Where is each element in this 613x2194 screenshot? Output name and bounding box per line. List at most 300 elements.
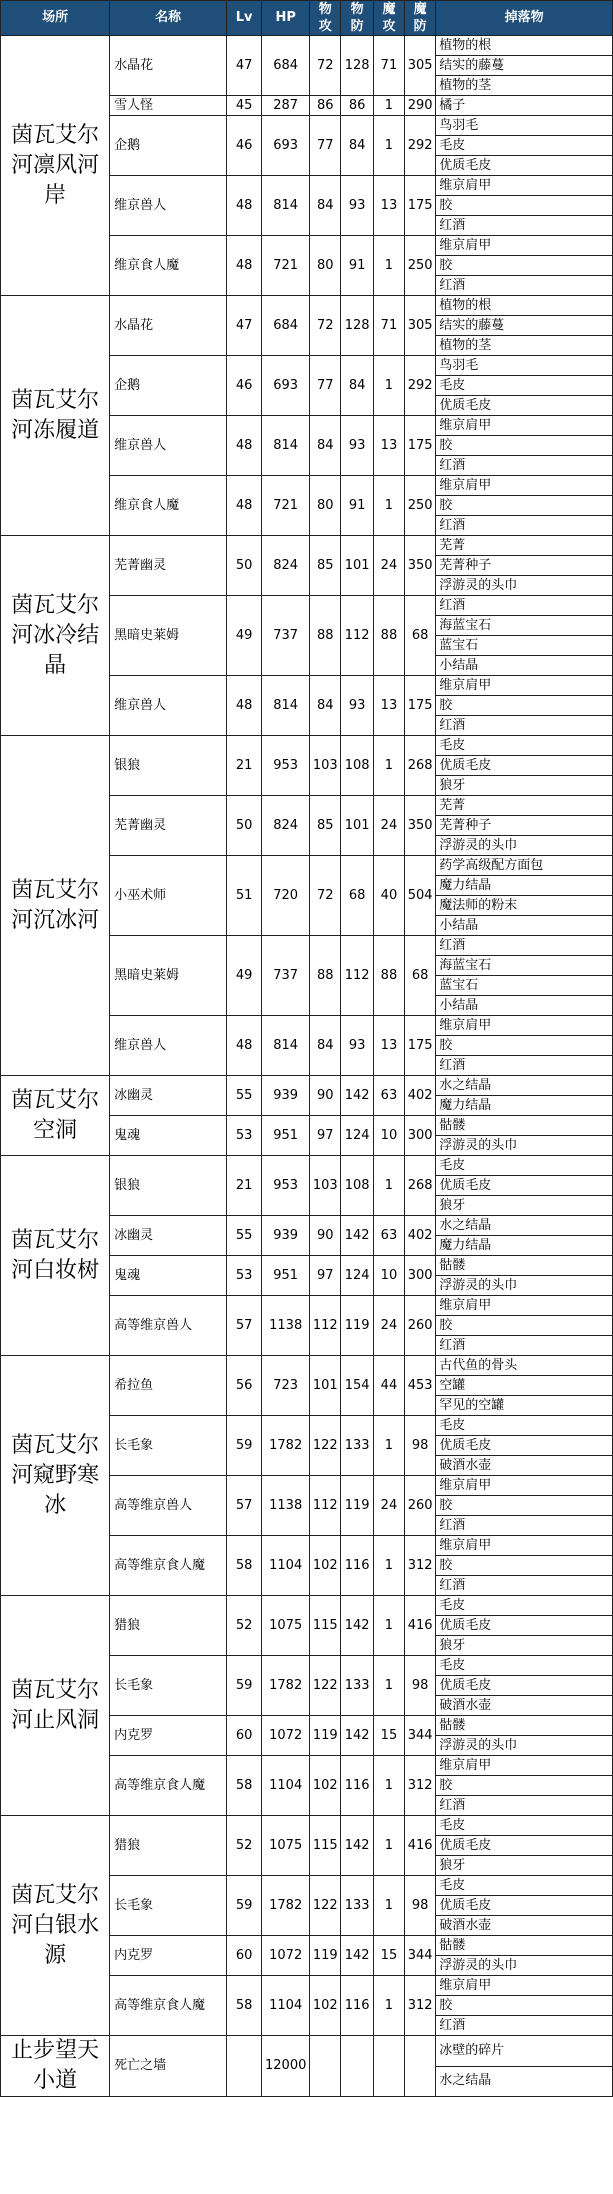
level-cell: 53 <box>227 1256 262 1296</box>
header-magic-defense-line2: 防 <box>413 19 427 34</box>
drop-item-cell: 古代鱼的骨头 <box>436 1356 613 1376</box>
magic-attack-cell: 1 <box>373 1536 404 1596</box>
magic-attack-cell: 88 <box>373 936 404 1016</box>
physical-attack-cell: 80 <box>310 236 341 296</box>
level-cell: 49 <box>227 936 262 1016</box>
drop-item-cell: 红酒 <box>436 2016 613 2036</box>
level-cell: 46 <box>227 116 262 176</box>
magic-defense-cell: 344 <box>405 1936 436 1976</box>
monster-name-cell: 长毛象 <box>110 1876 227 1936</box>
hp-cell: 693 <box>262 116 310 176</box>
hp-cell: 1782 <box>262 1876 310 1936</box>
physical-attack-cell: 102 <box>310 1976 341 2036</box>
hp-cell: 1782 <box>262 1656 310 1716</box>
monster-name-cell: 冰幽灵 <box>110 1076 227 1116</box>
magic-attack-cell: 63 <box>373 1216 404 1256</box>
monster-name-cell: 内克罗 <box>110 1716 227 1756</box>
drop-item-cell: 胶 <box>436 1556 613 1576</box>
magic-attack-cell: 10 <box>373 1256 404 1296</box>
magic-attack-cell: 24 <box>373 1476 404 1536</box>
header-row <box>1 1 613 36</box>
drop-item-cell: 红酒 <box>436 1056 613 1076</box>
magic-attack-cell: 1 <box>373 116 404 176</box>
physical-attack-cell: 72 <box>310 36 341 96</box>
physical-attack-cell: 77 <box>310 356 341 416</box>
hp-cell: 1138 <box>262 1296 310 1356</box>
monster-name-cell: 小巫术师 <box>110 856 227 936</box>
physical-attack-cell: 84 <box>310 416 341 476</box>
magic-attack-cell: 15 <box>373 1716 404 1756</box>
level-cell: 48 <box>227 676 262 736</box>
header-physical-defense-line1: 物 <box>350 2 364 17</box>
drop-item-cell: 冰壁的碎片 <box>436 2036 613 2067</box>
magic-defense-cell: 260 <box>405 1296 436 1356</box>
magic-defense-cell: 453 <box>405 1356 436 1416</box>
physical-attack-cell: 85 <box>310 536 341 596</box>
drop-item-cell: 红酒 <box>436 1516 613 1536</box>
drop-item-cell: 结实的藤蔓 <box>436 316 613 336</box>
physical-attack-cell: 84 <box>310 176 341 236</box>
monster-name-cell: 维京兽人 <box>110 416 227 476</box>
table-row <box>1 536 613 556</box>
monster-name-cell: 高等维京兽人 <box>110 1476 227 1536</box>
physical-attack-cell: 72 <box>310 296 341 356</box>
magic-attack-cell: 24 <box>373 1296 404 1356</box>
header-physical-attack <box>310 1 341 36</box>
location-cell: 茵瓦艾尔河白银水源 <box>1 1816 110 2036</box>
drop-item-cell: 维京肩甲 <box>436 1536 613 1556</box>
magic-defense-cell: 416 <box>405 1596 436 1656</box>
drop-item-cell: 浮游灵的头巾 <box>436 1956 613 1976</box>
drop-item-cell: 鸟羽毛 <box>436 116 613 136</box>
physical-defense-cell: 86 <box>341 96 373 116</box>
level-cell: 55 <box>227 1216 262 1256</box>
monster-name-cell: 维京食人魔 <box>110 476 227 536</box>
physical-attack-cell: 97 <box>310 1116 341 1156</box>
drop-item-cell: 浮游灵的头巾 <box>436 576 613 596</box>
drop-item-cell: 毛皮 <box>436 1816 613 1836</box>
monster-name-cell: 企鹅 <box>110 116 227 176</box>
drop-item-cell: 红酒 <box>436 716 613 736</box>
drop-item-cell: 毛皮 <box>436 1876 613 1896</box>
magic-attack-cell: 1 <box>373 736 404 796</box>
drop-item-cell: 狼牙 <box>436 1856 613 1876</box>
magic-defense-cell: 416 <box>405 1816 436 1876</box>
magic-defense-cell: 175 <box>405 1016 436 1076</box>
location-cell: 止步望天小道 <box>1 2036 110 2097</box>
physical-defense-cell: 133 <box>341 1876 373 1936</box>
physical-attack-cell: 90 <box>310 1076 341 1116</box>
magic-attack-cell: 24 <box>373 796 404 856</box>
monster-name-cell: 维京兽人 <box>110 176 227 236</box>
drop-item-cell: 红酒 <box>436 1336 613 1356</box>
magic-defense-cell: 175 <box>405 416 436 476</box>
physical-attack-cell: 112 <box>310 1296 341 1356</box>
physical-defense-cell: 142 <box>341 1716 373 1756</box>
magic-defense-cell: 268 <box>405 736 436 796</box>
drop-item-cell: 狼牙 <box>436 1196 613 1216</box>
physical-attack-cell: 102 <box>310 1536 341 1596</box>
hp-cell: 12000 <box>262 2036 310 2097</box>
monster-name-cell: 维京兽人 <box>110 676 227 736</box>
header-magic-attack-line2: 攻 <box>382 19 396 34</box>
magic-attack-cell: 1 <box>373 1876 404 1936</box>
magic-attack-cell: 63 <box>373 1076 404 1116</box>
magic-defense-cell: 300 <box>405 1256 436 1296</box>
magic-defense-cell <box>405 2036 436 2097</box>
drop-item-cell: 水之结晶 <box>436 2066 613 2097</box>
hp-cell: 1104 <box>262 1756 310 1816</box>
hp-cell: 737 <box>262 596 310 676</box>
drop-item-cell: 红酒 <box>436 216 613 236</box>
hp-cell: 814 <box>262 1016 310 1076</box>
magic-defense-cell: 402 <box>405 1076 436 1116</box>
monster-name-cell: 维京食人魔 <box>110 236 227 296</box>
drop-item-cell: 维京肩甲 <box>436 236 613 256</box>
drop-item-cell: 鸟羽毛 <box>436 356 613 376</box>
physical-defense-cell: 84 <box>341 116 373 176</box>
drop-item-cell: 浮游灵的头巾 <box>436 1276 613 1296</box>
drop-item-cell: 芜菁 <box>436 536 613 556</box>
level-cell: 59 <box>227 1876 262 1936</box>
drop-item-cell: 胶 <box>436 1036 613 1056</box>
header-physical-defense-line2: 防 <box>350 19 364 34</box>
drop-item-cell: 药学高级配方面包 <box>436 856 613 876</box>
level-cell: 60 <box>227 1936 262 1976</box>
monster-name-cell: 银狼 <box>110 736 227 796</box>
physical-defense-cell: 116 <box>341 1976 373 2036</box>
header-physical-attack-line1: 物 <box>318 2 332 17</box>
table-row <box>1 1596 613 1616</box>
magic-defense-cell: 290 <box>405 96 436 116</box>
physical-attack-cell: 77 <box>310 116 341 176</box>
table-body <box>1 36 613 2097</box>
monster-name-cell: 高等维京食人魔 <box>110 1536 227 1596</box>
magic-defense-cell: 312 <box>405 1976 436 2036</box>
physical-attack-cell: 97 <box>310 1256 341 1296</box>
monster-name-cell: 芜菁幽灵 <box>110 536 227 596</box>
physical-attack-cell: 80 <box>310 476 341 536</box>
hp-cell: 721 <box>262 476 310 536</box>
magic-attack-cell: 71 <box>373 36 404 96</box>
drop-item-cell: 结实的藤蔓 <box>436 56 613 76</box>
drop-item-cell: 红酒 <box>436 276 613 296</box>
drop-item-cell: 优质毛皮 <box>436 156 613 176</box>
magic-defense-cell: 68 <box>405 936 436 1016</box>
drop-item-cell: 骷髅 <box>436 1116 613 1136</box>
drop-item-cell: 优质毛皮 <box>436 1896 613 1916</box>
level-cell: 59 <box>227 1416 262 1476</box>
drop-item-cell: 维京肩甲 <box>436 176 613 196</box>
monster-name-cell: 高等维京食人魔 <box>110 1756 227 1816</box>
physical-attack-cell <box>310 2036 341 2097</box>
drop-item-cell: 胶 <box>436 1996 613 2016</box>
physical-attack-cell: 122 <box>310 1416 341 1476</box>
hp-cell: 824 <box>262 536 310 596</box>
physical-defense-cell: 142 <box>341 1816 373 1876</box>
physical-defense-cell: 116 <box>341 1756 373 1816</box>
hp-cell: 824 <box>262 796 310 856</box>
physical-defense-cell <box>341 2036 373 2097</box>
monster-name-cell: 鬼魂 <box>110 1256 227 1296</box>
drop-item-cell: 水之结晶 <box>436 1076 613 1096</box>
monster-name-cell: 长毛象 <box>110 1656 227 1716</box>
magic-attack-cell: 1 <box>373 1416 404 1476</box>
magic-attack-cell: 40 <box>373 856 404 936</box>
magic-attack-cell: 13 <box>373 1016 404 1076</box>
drop-item-cell: 胶 <box>436 1776 613 1796</box>
drop-item-cell: 蓝宝石 <box>436 976 613 996</box>
monster-name-cell: 芜菁幽灵 <box>110 796 227 856</box>
magic-defense-cell: 312 <box>405 1536 436 1596</box>
table-row <box>1 1156 613 1176</box>
drop-item-cell: 骷髅 <box>436 1936 613 1956</box>
physical-attack-cell: 88 <box>310 936 341 1016</box>
physical-attack-cell: 122 <box>310 1876 341 1936</box>
monster-name-cell: 死亡之墙 <box>110 2036 227 2097</box>
magic-defense-cell: 98 <box>405 1656 436 1716</box>
level-cell: 59 <box>227 1656 262 1716</box>
physical-defense-cell: 142 <box>341 1216 373 1256</box>
drop-item-cell: 魔法师的粉末 <box>436 896 613 916</box>
magic-defense-cell: 250 <box>405 476 436 536</box>
drop-item-cell: 毛皮 <box>436 376 613 396</box>
level-cell: 48 <box>227 416 262 476</box>
magic-attack-cell: 24 <box>373 536 404 596</box>
header-hp: HP <box>262 1 310 36</box>
physical-attack-cell: 88 <box>310 596 341 676</box>
drop-item-cell: 红酒 <box>436 1576 613 1596</box>
table-row <box>1 1816 613 1836</box>
hp-cell: 720 <box>262 856 310 936</box>
hp-cell: 1782 <box>262 1416 310 1476</box>
physical-defense-cell: 124 <box>341 1116 373 1156</box>
magic-attack-cell: 15 <box>373 1936 404 1976</box>
level-cell: 48 <box>227 1016 262 1076</box>
drop-item-cell: 红酒 <box>436 596 613 616</box>
magic-defense-cell: 305 <box>405 36 436 96</box>
hp-cell: 684 <box>262 36 310 96</box>
drop-item-cell: 胶 <box>436 256 613 276</box>
physical-defense-cell: 93 <box>341 416 373 476</box>
physical-defense-cell: 93 <box>341 1016 373 1076</box>
monster-name-cell: 高等维京食人魔 <box>110 1976 227 2036</box>
level-cell: 52 <box>227 1816 262 1876</box>
hp-cell: 1072 <box>262 1716 310 1756</box>
drop-item-cell: 胶 <box>436 436 613 456</box>
table-row <box>1 2036 613 2067</box>
physical-defense-cell: 119 <box>341 1296 373 1356</box>
hp-cell: 951 <box>262 1116 310 1156</box>
drop-item-cell: 优质毛皮 <box>436 1176 613 1196</box>
header-magic-defense-line1: 魔 <box>413 2 427 17</box>
hp-cell: 1072 <box>262 1936 310 1976</box>
physical-defense-cell: 128 <box>341 296 373 356</box>
header-lv: Lv <box>227 1 262 36</box>
drop-item-cell: 海蓝宝石 <box>436 616 613 636</box>
hp-cell: 1138 <box>262 1476 310 1536</box>
drop-item-cell: 小结晶 <box>436 996 613 1016</box>
monster-name-cell: 内克罗 <box>110 1936 227 1976</box>
physical-defense-cell: 93 <box>341 676 373 736</box>
drop-item-cell: 维京肩甲 <box>436 1976 613 1996</box>
magic-defense-cell: 300 <box>405 1116 436 1156</box>
hp-cell: 721 <box>262 236 310 296</box>
drop-item-cell: 芜菁 <box>436 796 613 816</box>
level-cell: 21 <box>227 736 262 796</box>
drop-item-cell: 胶 <box>436 696 613 716</box>
hp-cell: 939 <box>262 1216 310 1256</box>
physical-defense-cell: 142 <box>341 1936 373 1976</box>
magic-defense-cell: 98 <box>405 1876 436 1936</box>
header-physical-attack-line2: 攻 <box>318 19 332 34</box>
drop-item-cell: 优质毛皮 <box>436 1436 613 1456</box>
drop-item-cell: 橘子 <box>436 96 613 116</box>
drop-item-cell: 维京肩甲 <box>436 676 613 696</box>
magic-defense-cell: 98 <box>405 1416 436 1476</box>
drop-item-cell: 毛皮 <box>436 1416 613 1436</box>
physical-defense-cell: 101 <box>341 796 373 856</box>
magic-attack-cell: 10 <box>373 1116 404 1156</box>
level-cell: 50 <box>227 796 262 856</box>
drop-item-cell: 骷髅 <box>436 1716 613 1736</box>
physical-attack-cell: 115 <box>310 1816 341 1876</box>
level-cell: 48 <box>227 476 262 536</box>
magic-defense-cell: 402 <box>405 1216 436 1256</box>
header-name: 名称 <box>110 1 227 36</box>
level-cell: 51 <box>227 856 262 936</box>
drop-item-cell: 浮游灵的头巾 <box>436 1736 613 1756</box>
drop-item-cell: 魔力结晶 <box>436 876 613 896</box>
physical-defense-cell: 93 <box>341 176 373 236</box>
hp-cell: 1075 <box>262 1596 310 1656</box>
level-cell: 58 <box>227 1756 262 1816</box>
drop-item-cell: 芜菁种子 <box>436 556 613 576</box>
magic-attack-cell: 1 <box>373 236 404 296</box>
drop-item-cell: 海蓝宝石 <box>436 956 613 976</box>
drop-item-cell: 红酒 <box>436 516 613 536</box>
physical-defense-cell: 91 <box>341 476 373 536</box>
physical-attack-cell: 122 <box>310 1656 341 1716</box>
drop-item-cell: 芜菁种子 <box>436 816 613 836</box>
hp-cell: 737 <box>262 936 310 1016</box>
drop-item-cell: 胶 <box>436 1496 613 1516</box>
magic-attack-cell: 88 <box>373 596 404 676</box>
magic-attack-cell: 13 <box>373 416 404 476</box>
header-drops: 掉落物 <box>436 1 613 36</box>
drop-item-cell: 浮游灵的头巾 <box>436 836 613 856</box>
drop-item-cell: 植物的茎 <box>436 76 613 96</box>
drop-item-cell: 狼牙 <box>436 776 613 796</box>
drop-item-cell: 红酒 <box>436 1796 613 1816</box>
drop-item-cell: 毛皮 <box>436 1656 613 1676</box>
magic-defense-cell: 305 <box>405 296 436 356</box>
magic-defense-cell: 68 <box>405 596 436 676</box>
drop-item-cell: 毛皮 <box>436 736 613 756</box>
monster-name-cell: 希拉鱼 <box>110 1356 227 1416</box>
table-row <box>1 1356 613 1376</box>
magic-defense-cell: 312 <box>405 1756 436 1816</box>
level-cell: 47 <box>227 296 262 356</box>
level-cell: 48 <box>227 176 262 236</box>
monster-name-cell: 维京兽人 <box>110 1016 227 1076</box>
level-cell: 57 <box>227 1296 262 1356</box>
drop-item-cell: 小结晶 <box>436 916 613 936</box>
magic-attack-cell: 1 <box>373 1816 404 1876</box>
hp-cell: 953 <box>262 1156 310 1216</box>
magic-defense-cell: 350 <box>405 796 436 856</box>
drop-item-cell: 植物的根 <box>436 296 613 316</box>
magic-defense-cell: 268 <box>405 1156 436 1216</box>
drop-item-cell: 维京肩甲 <box>436 416 613 436</box>
physical-defense-cell: 119 <box>341 1476 373 1536</box>
table-row <box>1 296 613 316</box>
magic-attack-cell: 1 <box>373 1976 404 2036</box>
header-magic-attack <box>373 1 404 36</box>
table-row <box>1 36 613 56</box>
monster-name-cell: 水晶花 <box>110 296 227 356</box>
monster-name-cell: 企鹅 <box>110 356 227 416</box>
drop-item-cell: 魔力结晶 <box>436 1096 613 1116</box>
physical-attack-cell: 103 <box>310 1156 341 1216</box>
level-cell: 50 <box>227 536 262 596</box>
level-cell: 57 <box>227 1476 262 1536</box>
drop-item-cell: 优质毛皮 <box>436 396 613 416</box>
monster-name-cell: 黑暗史莱姆 <box>110 936 227 1016</box>
drop-item-cell: 维京肩甲 <box>436 1296 613 1316</box>
monster-name-cell: 雪人怪 <box>110 96 227 116</box>
magic-defense-cell: 292 <box>405 116 436 176</box>
magic-attack-cell: 1 <box>373 476 404 536</box>
magic-defense-cell: 344 <box>405 1716 436 1756</box>
level-cell: 52 <box>227 1596 262 1656</box>
drop-item-cell: 红酒 <box>436 456 613 476</box>
magic-defense-cell: 175 <box>405 676 436 736</box>
table-row <box>1 736 613 756</box>
hp-cell: 939 <box>262 1076 310 1116</box>
physical-attack-cell: 86 <box>310 96 341 116</box>
drop-item-cell: 胶 <box>436 496 613 516</box>
drop-item-cell: 蓝宝石 <box>436 636 613 656</box>
level-cell: 46 <box>227 356 262 416</box>
hp-cell: 693 <box>262 356 310 416</box>
magic-attack-cell: 1 <box>373 96 404 116</box>
magic-defense-cell: 175 <box>405 176 436 236</box>
level-cell: 55 <box>227 1076 262 1116</box>
drop-item-cell: 狼牙 <box>436 1636 613 1656</box>
physical-attack-cell: 112 <box>310 1476 341 1536</box>
physical-defense-cell: 133 <box>341 1656 373 1716</box>
header-magic-attack-line1: 魔 <box>382 2 396 17</box>
drop-item-cell: 胶 <box>436 1316 613 1336</box>
drop-item-cell: 维京肩甲 <box>436 1016 613 1036</box>
monster-name-cell: 黑暗史莱姆 <box>110 596 227 676</box>
location-cell: 茵瓦艾尔河止风洞 <box>1 1596 110 1816</box>
magic-attack-cell: 1 <box>373 1596 404 1656</box>
magic-attack-cell: 44 <box>373 1356 404 1416</box>
level-cell: 45 <box>227 96 262 116</box>
level-cell <box>227 2036 262 2097</box>
magic-defense-cell: 292 <box>405 356 436 416</box>
physical-attack-cell: 90 <box>310 1216 341 1256</box>
physical-defense-cell: 142 <box>341 1076 373 1116</box>
location-cell: 茵瓦艾尔河凛风河岸 <box>1 36 110 296</box>
physical-defense-cell: 142 <box>341 1596 373 1656</box>
level-cell: 58 <box>227 1976 262 2036</box>
monster-name-cell: 猎狼 <box>110 1816 227 1876</box>
drop-item-cell: 胶 <box>436 196 613 216</box>
level-cell: 60 <box>227 1716 262 1756</box>
